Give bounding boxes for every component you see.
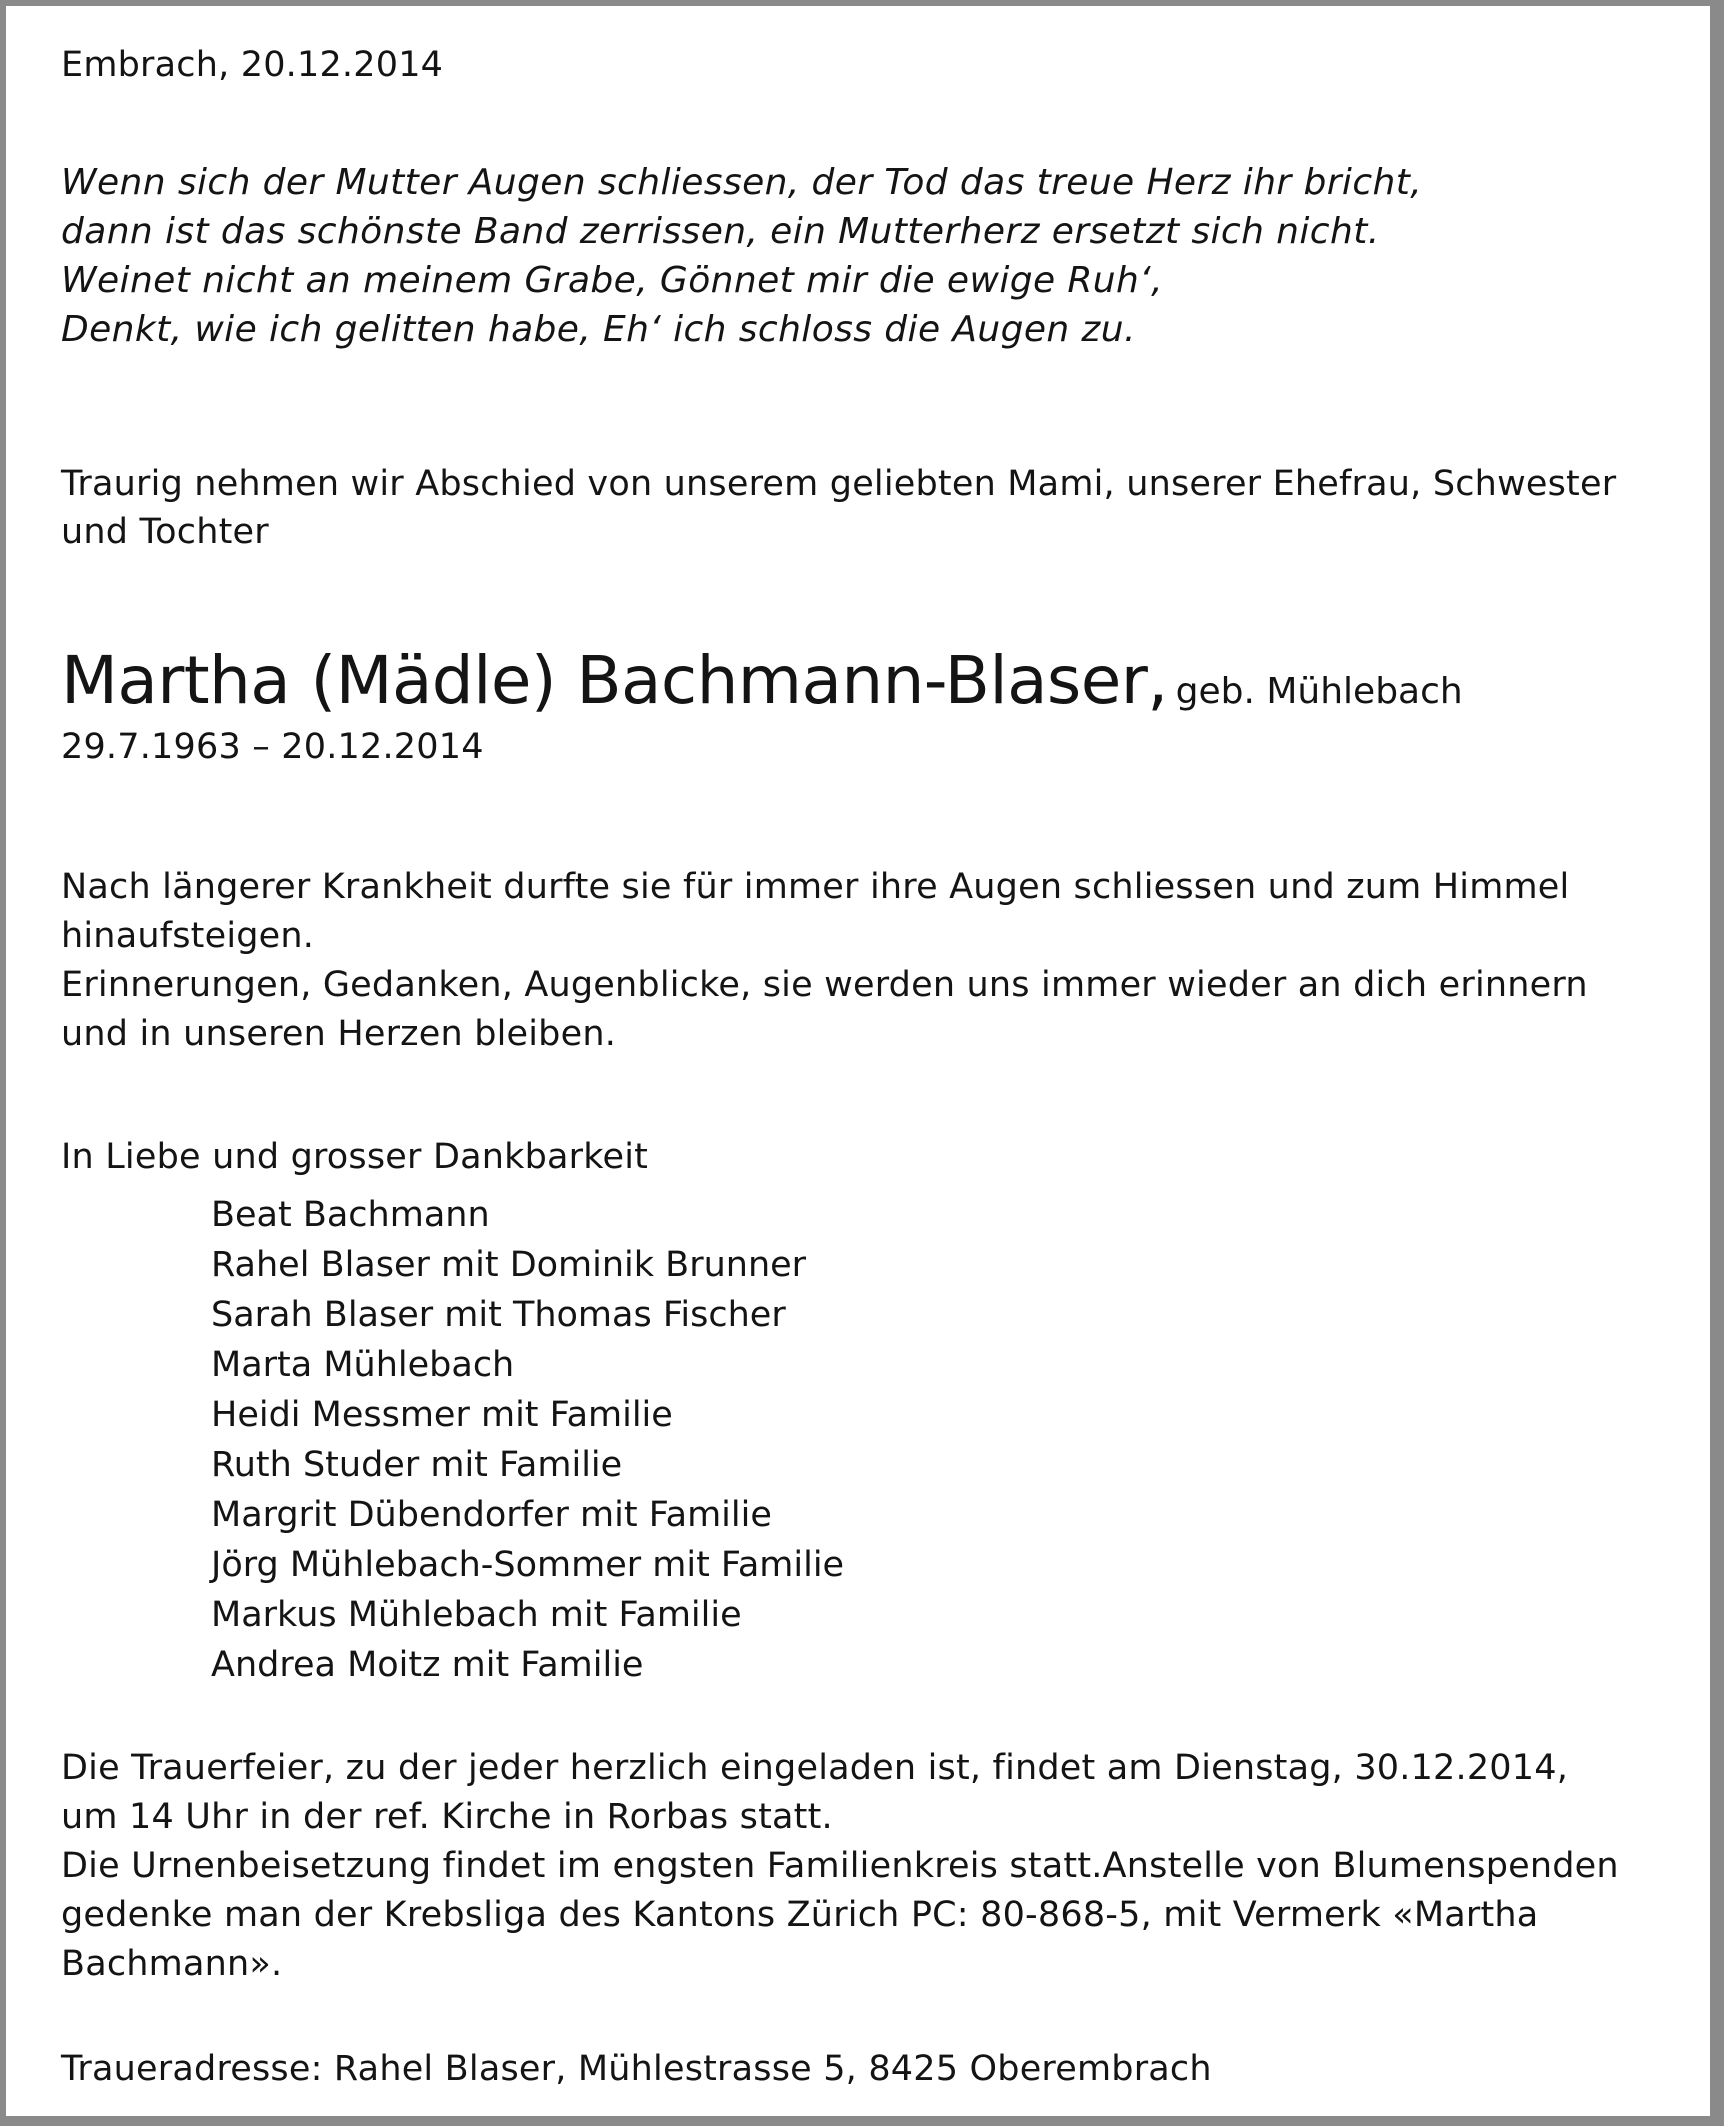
message-line: Erinnerungen, Gedanken, Augenblicke, sie werden uns immer wieder an dich erinnern — [61, 965, 1588, 1005]
signer: Ruth Studer mit Familie — [211, 1445, 623, 1485]
message-line: und in unseren Herzen bleiben. — [61, 1014, 617, 1054]
ceremony-line: um 14 Uhr in der ref. Kirche in Rorbas statt. — [61, 1797, 833, 1837]
life-dates: 29.7.1963 – 20.12.2014 — [61, 727, 484, 767]
intro-line: Traurig nehmen wir Abschied von unserem geliebten Mami, unserer Ehefrau, Schwester — [61, 464, 1617, 504]
signer: Marta Mühlebach — [211, 1345, 515, 1385]
closing-line: In Liebe und grosser Dankbarkeit — [61, 1137, 649, 1177]
signer: Heidi Messmer mit Familie — [211, 1395, 673, 1435]
ceremony-line: Die Urnenbeisetzung findet im engsten Familienkreis statt.Anstelle von Blumenspenden — [61, 1846, 1619, 1886]
poem-line: dann ist das schönste Band zerrissen, ein Mutterherz ersetzt sich nicht. — [61, 211, 1380, 252]
signer: Rahel Blaser mit Dominik Brunner — [211, 1245, 807, 1285]
signer: Jörg Mühlebach-Sommer mit Familie — [211, 1545, 845, 1585]
signer: Beat Bachmann — [211, 1195, 490, 1235]
ceremony-line: Bachmann». — [61, 1944, 283, 1984]
poem-line: Denkt, wie ich gelitten habe, Eh‘ ich schloss die Augen zu. — [61, 309, 1136, 350]
poem-line: Wenn sich der Mutter Augen schliessen, der Tod das treue Herz ihr bricht, — [61, 162, 1423, 203]
poem-line: Weinet nicht an meinem Grabe, Gönnet mir die ewige Ruh‘, — [61, 260, 1163, 301]
signer: Andrea Moitz mit Familie — [211, 1645, 644, 1685]
message-line: Nach längerer Krankheit durfte sie für immer ihre Augen schliessen und zum Himmel — [61, 867, 1570, 907]
signer: Markus Mühlebach mit Familie — [211, 1595, 742, 1635]
born-name: geb. Mühlebach — [1175, 671, 1463, 712]
mourning-address: Traueradresse: Rahel Blaser, Mühlestrasse 5, 8425 Oberembrach — [61, 2049, 1212, 2089]
intro-line: und Tochter — [61, 512, 269, 552]
place-date: Embrach, 20.12.2014 — [61, 45, 444, 85]
ceremony-line: gedenke man der Krebsliga des Kantons Zürich PC: 80-868-5, mit Vermerk «Martha — [61, 1895, 1539, 1935]
signer: Margrit Dübendorfer mit Familie — [211, 1495, 772, 1535]
signer: Sarah Blaser mit Thomas Fischer — [211, 1295, 786, 1335]
message-line: hinaufsteigen. — [61, 916, 315, 956]
deceased-heading — [61, 642, 1463, 719]
deceased-name: Martha (Mädle) Bachmann-Blaser, — [61, 642, 1168, 719]
ceremony-line: Die Trauerfeier, zu der jeder herzlich eingeladen ist, findet am Dienstag, 30.12.2014, — [61, 1748, 1569, 1788]
